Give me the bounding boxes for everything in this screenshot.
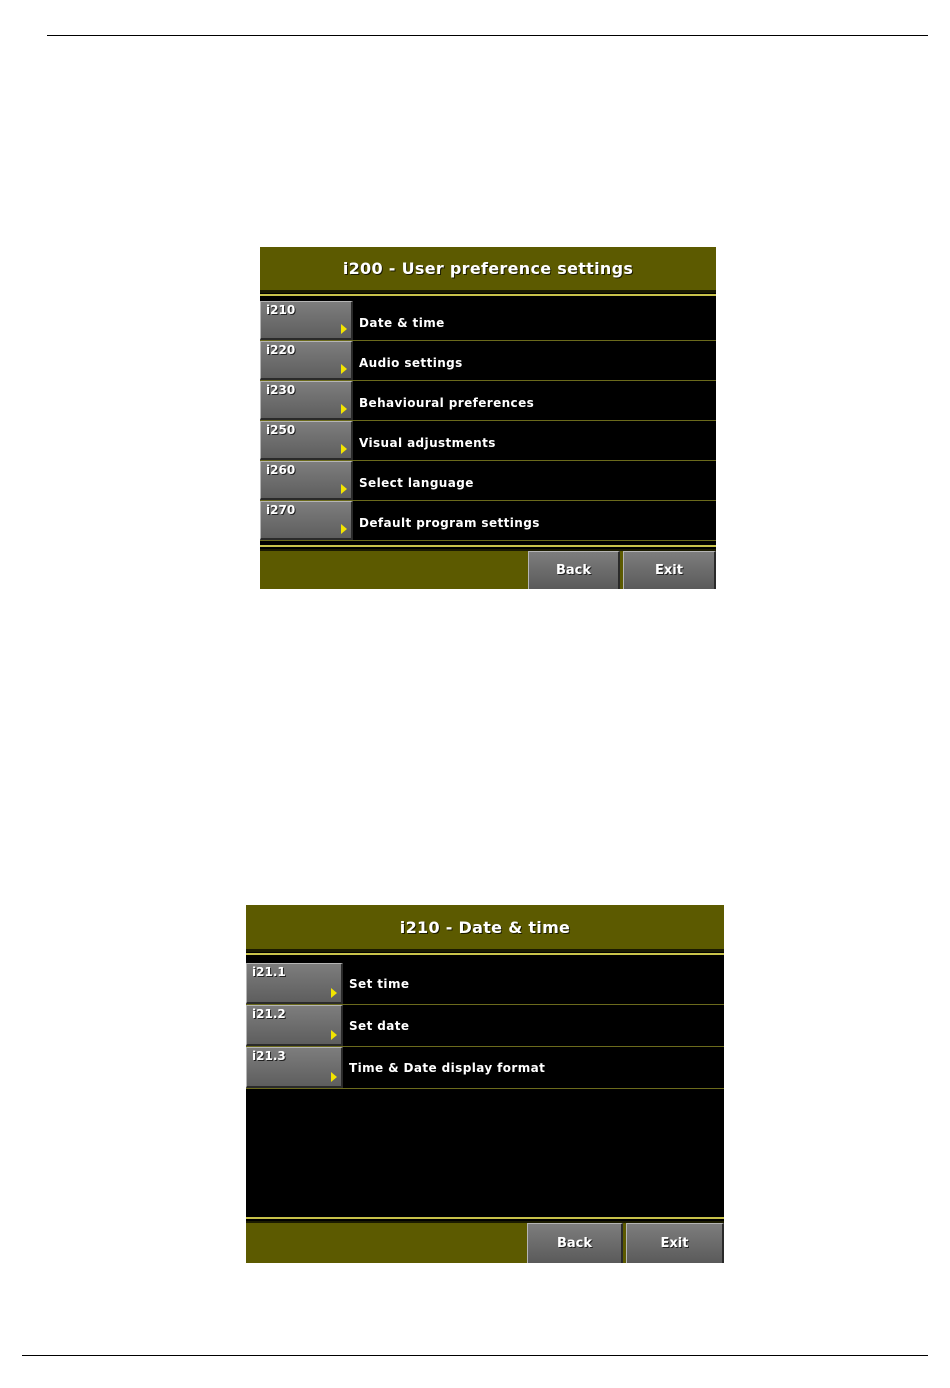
menu-item-label[interactable]: Behavioural preferences xyxy=(359,395,535,410)
menu-item-display-format[interactable] xyxy=(246,1047,724,1089)
chevron-right-icon xyxy=(341,324,347,334)
chevron-right-icon xyxy=(331,988,337,998)
menu-item-date-time[interactable] xyxy=(260,301,716,341)
menu-item-label[interactable]: Date & time xyxy=(359,315,445,330)
back-button[interactable]: Back xyxy=(528,551,620,589)
chevron-right-icon xyxy=(341,404,347,414)
menu-code-button[interactable] xyxy=(260,501,353,540)
user-preference-settings-screen xyxy=(260,247,716,589)
menu-item-set-date[interactable] xyxy=(246,1005,724,1047)
menu-code-button[interactable] xyxy=(246,963,343,1004)
menu-item-label[interactable]: Time & Date display format xyxy=(349,1060,546,1075)
chevron-right-icon xyxy=(331,1030,337,1040)
menu-code: i21.1 xyxy=(252,965,286,979)
menu-code: i220 xyxy=(266,343,296,357)
chevron-right-icon xyxy=(341,444,347,454)
menu-code-button[interactable] xyxy=(246,1047,343,1088)
menu-code: i21.2 xyxy=(252,1007,286,1021)
menu-item-label[interactable]: Set date xyxy=(349,1018,410,1033)
menu-item-label[interactable]: Select language xyxy=(359,475,474,490)
menu-item-label[interactable]: Set time xyxy=(349,976,410,991)
menu-code-button[interactable] xyxy=(260,461,353,500)
exit-button[interactable]: Exit xyxy=(623,551,716,589)
menu-code-button[interactable] xyxy=(260,341,353,380)
menu-code: i250 xyxy=(266,423,296,437)
menu-list xyxy=(246,963,724,1089)
menu-list xyxy=(260,301,716,541)
menu-item-set-time[interactable] xyxy=(246,963,724,1005)
page-top-rule xyxy=(47,35,928,36)
chevron-right-icon xyxy=(331,1072,337,1082)
screen-title: i200 - User preference settings xyxy=(260,247,716,293)
exit-button[interactable]: Exit xyxy=(626,1223,724,1263)
menu-code: i21.3 xyxy=(252,1049,286,1063)
menu-code: i230 xyxy=(266,383,296,397)
chevron-right-icon xyxy=(341,524,347,534)
menu-item-label[interactable]: Audio settings xyxy=(359,355,463,370)
menu-item-default-program-settings[interactable] xyxy=(260,501,716,541)
menu-code: i260 xyxy=(266,463,296,477)
screen-title: i210 - Date & time xyxy=(246,905,724,952)
back-button[interactable]: Back xyxy=(527,1223,623,1263)
menu-code-button[interactable] xyxy=(260,421,353,460)
chevron-right-icon xyxy=(341,364,347,374)
chevron-right-icon xyxy=(341,484,347,494)
footer-bar xyxy=(246,1221,724,1263)
date-time-screen xyxy=(246,905,724,1263)
menu-code-button[interactable] xyxy=(260,301,353,340)
menu-item-label[interactable]: Default program settings xyxy=(359,515,540,530)
menu-item-behavioural-preferences[interactable] xyxy=(260,381,716,421)
menu-code: i210 xyxy=(266,303,296,317)
menu-item-label[interactable]: Visual adjustments xyxy=(359,435,496,450)
page-bottom-rule xyxy=(22,1355,928,1356)
menu-code-button[interactable] xyxy=(260,381,353,420)
menu-code-button[interactable] xyxy=(246,1005,343,1046)
menu-code: i270 xyxy=(266,503,296,517)
menu-item-select-language[interactable] xyxy=(260,461,716,501)
menu-item-visual-adjustments[interactable] xyxy=(260,421,716,461)
footer-bar xyxy=(260,549,716,589)
menu-item-audio-settings[interactable] xyxy=(260,341,716,381)
